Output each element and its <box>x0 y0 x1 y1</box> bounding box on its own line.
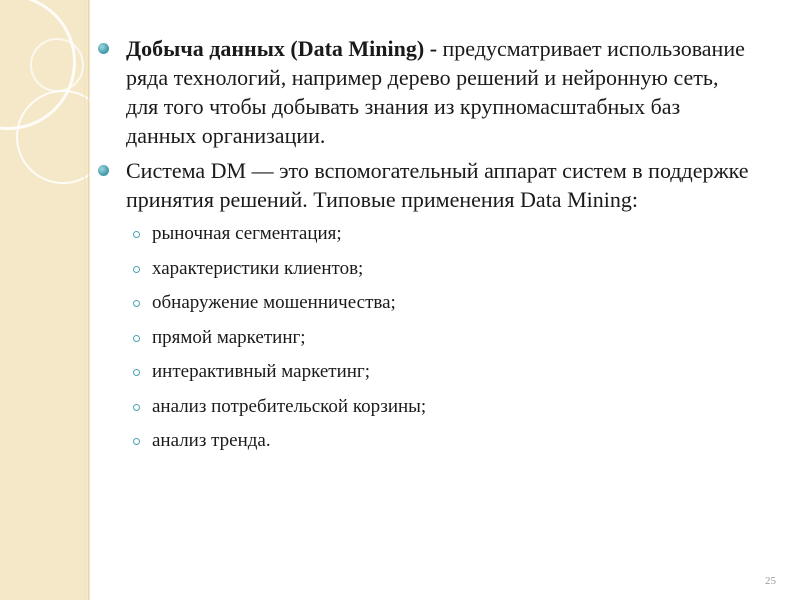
list-item <box>96 429 756 453</box>
applications-list <box>96 222 756 453</box>
slide-content <box>96 34 756 464</box>
list-item <box>96 222 756 246</box>
list-item-text: рыночная сегментация; <box>152 223 342 244</box>
list-item-text: анализ тренда. <box>152 430 271 451</box>
bullet-dot-icon <box>98 165 109 176</box>
ring-bullet-icon <box>133 404 140 411</box>
ring-bullet-icon <box>133 335 140 342</box>
bullet-data-mining-definition <box>96 34 756 150</box>
list-item-text: обнаружение мошенничества; <box>152 292 396 313</box>
list-item-text: прямой маркетинг; <box>152 326 306 348</box>
list-item <box>96 326 756 350</box>
bullet-text: Система DM — это вспомогательный аппарат систем в поддержке принятия решений. Типовые применения Data Mining: <box>126 158 749 212</box>
ring-bullet-icon <box>133 231 140 238</box>
decorative-divider <box>84 0 85 600</box>
decorative-circle <box>30 38 84 92</box>
term-bold: Добыча данных (Data Mining) - <box>126 36 438 61</box>
list-item <box>96 360 756 384</box>
bullet-dm-system <box>96 156 756 214</box>
ring-bullet-icon <box>133 438 140 445</box>
ring-bullet-icon <box>133 266 140 273</box>
list-item-text: характеристики клиентов; <box>152 257 364 279</box>
bullet-text: предусматривает использование ряда технологий, например дерево решений и нейронную сеть, для того чтобы добывать знания из крупномасштабных баз данных организации. <box>126 36 745 148</box>
page-number: 25 <box>765 575 776 587</box>
list-item-text: анализ потребительской корзины; <box>152 395 427 417</box>
list-item <box>96 291 756 315</box>
decorative-divider <box>88 0 89 600</box>
bullet-dot-icon <box>98 43 109 54</box>
ring-bullet-icon <box>133 369 140 376</box>
decorative-left-band <box>0 0 90 600</box>
list-item <box>96 395 756 419</box>
ring-bullet-icon <box>133 300 140 307</box>
list-item-text: интерактивный маркетинг; <box>152 361 371 382</box>
list-item <box>96 257 756 281</box>
